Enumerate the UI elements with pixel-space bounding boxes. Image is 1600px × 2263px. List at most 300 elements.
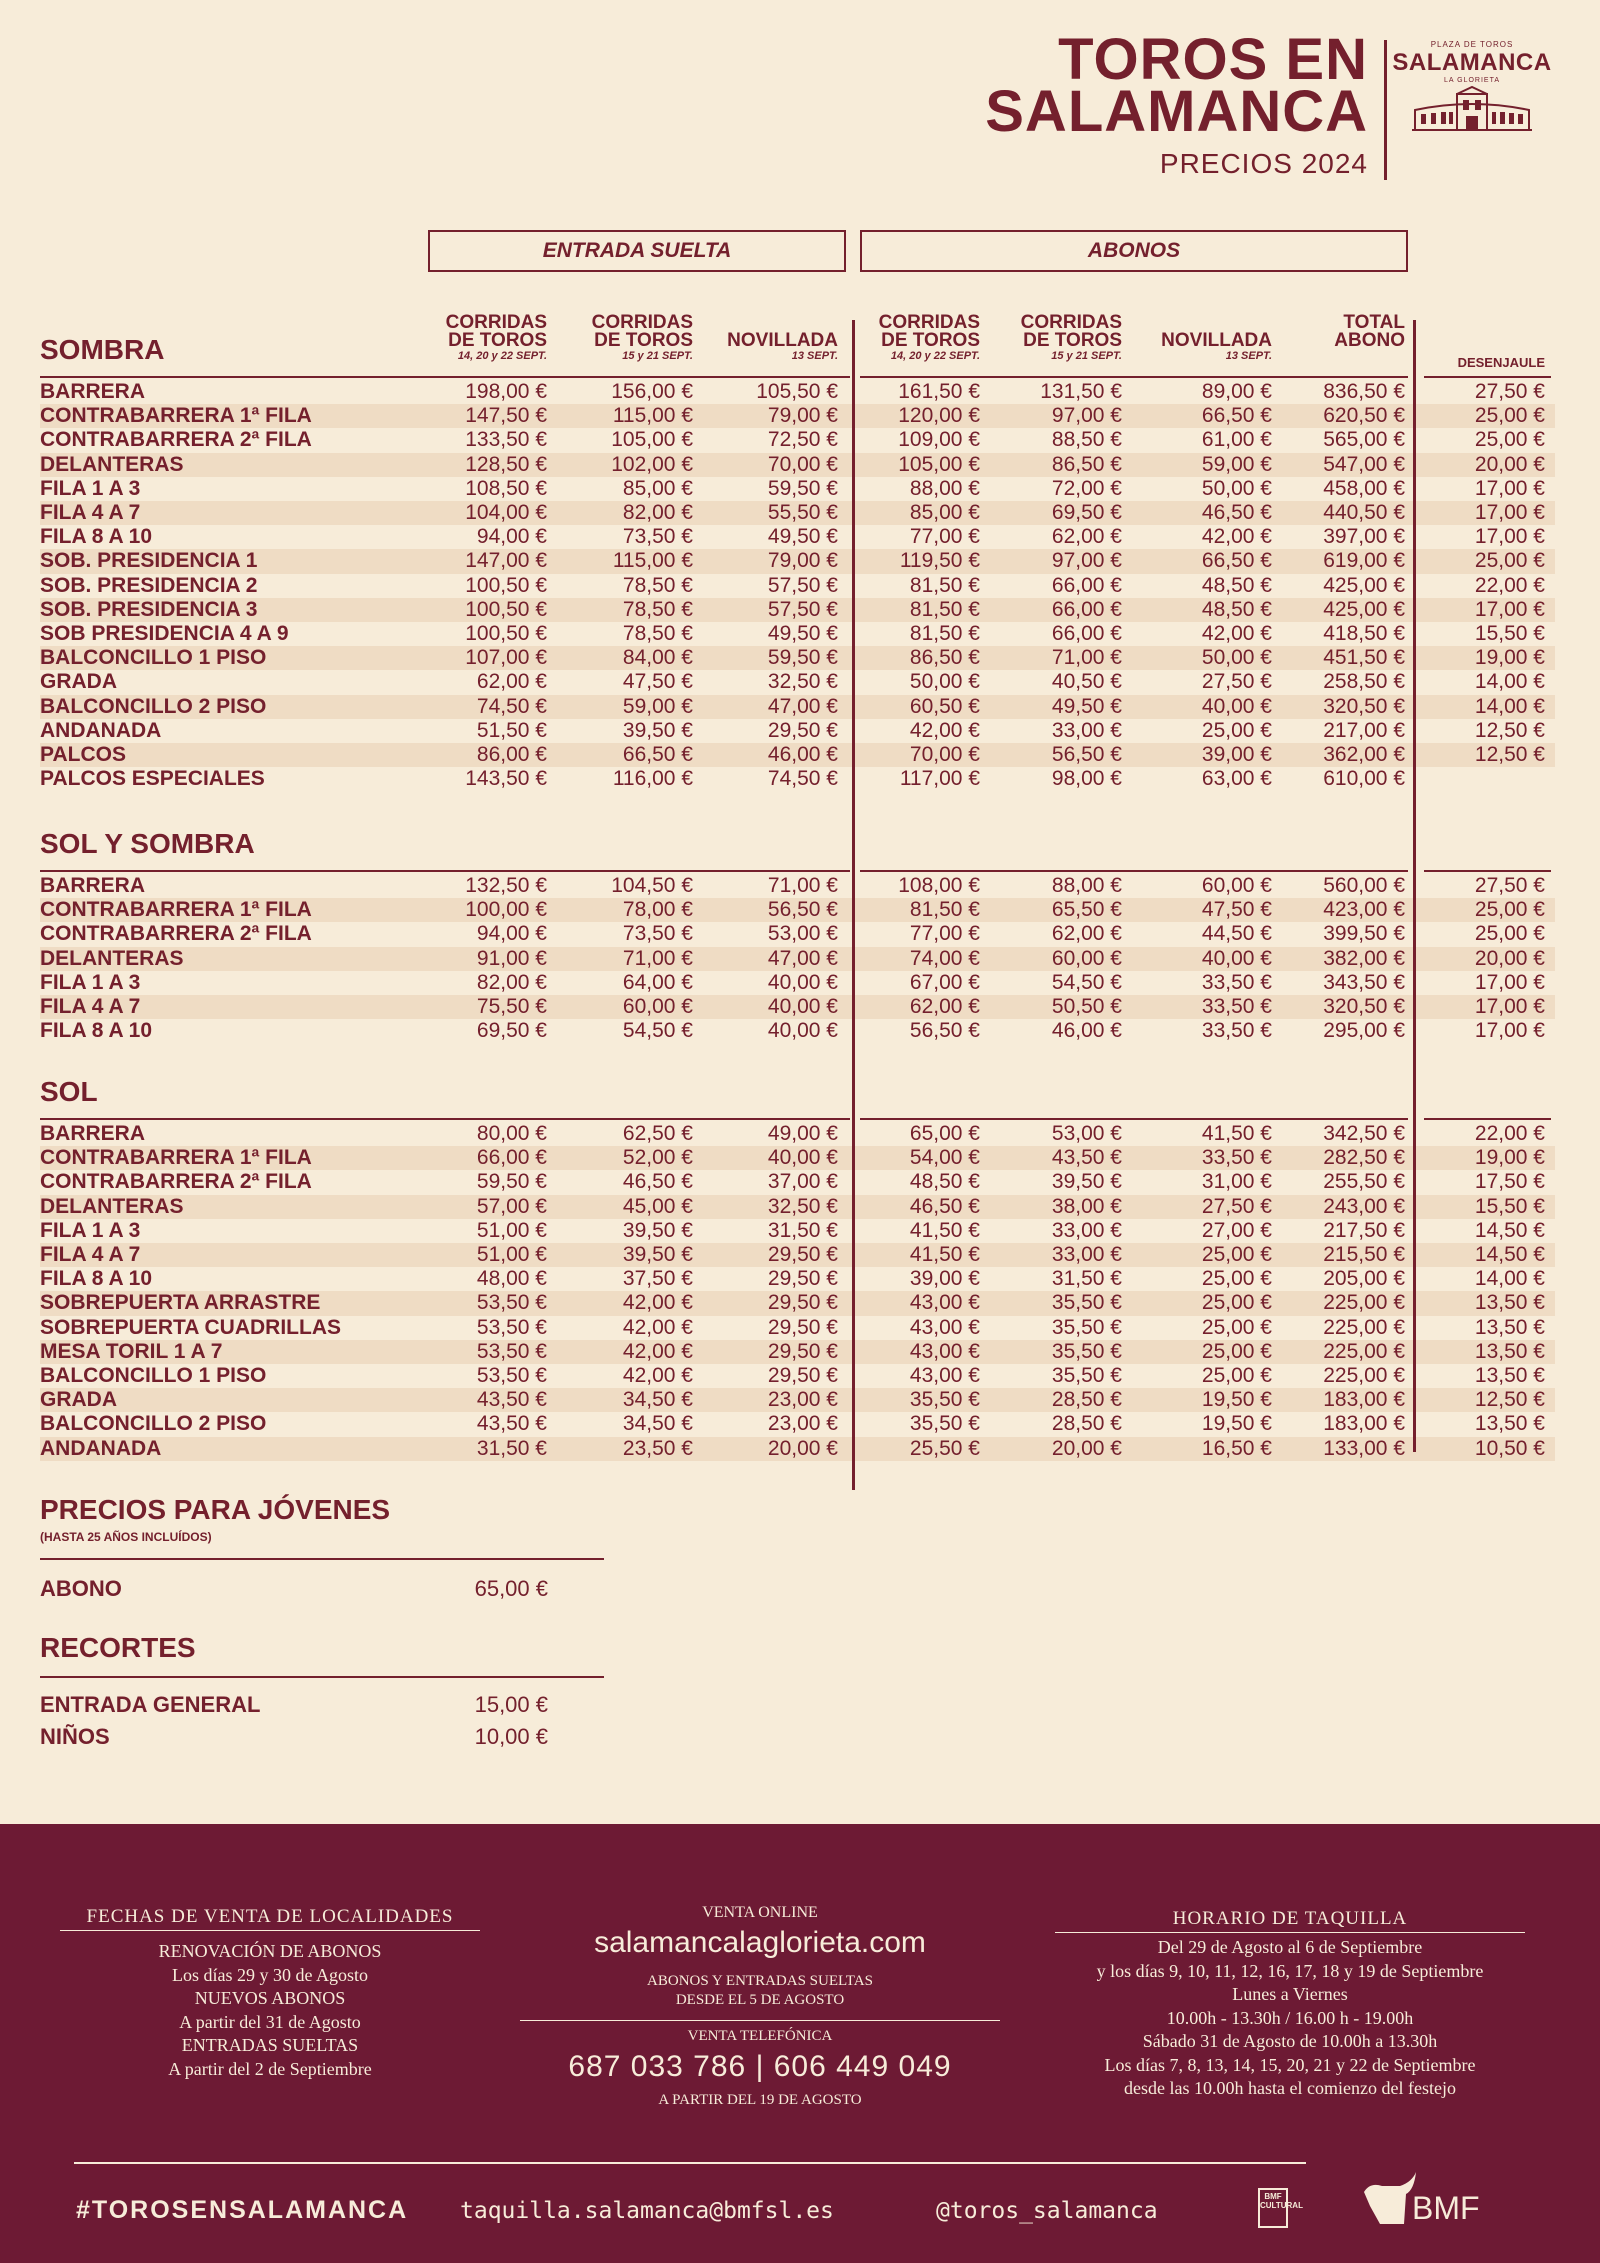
table-row [40, 598, 1555, 622]
section-rule [1424, 1118, 1551, 1120]
column-header-dates: 14, 20 y 22 SEPT. [457, 350, 547, 362]
price-cell: 183,00 € [1323, 1412, 1405, 1436]
price-cell: 46,00 € [1051, 1019, 1122, 1043]
row-label: FILA 8 A 10 [40, 1019, 153, 1043]
section-rule [860, 1118, 1408, 1120]
price-cell: 20,00 € [1474, 452, 1545, 476]
table-row [40, 1412, 1555, 1436]
row-label: BALCONCILLO 2 PISO [40, 1412, 267, 1436]
table-row [40, 743, 1555, 767]
price-cell: 31,50 € [476, 1436, 547, 1460]
price-cell: 17,50 € [1474, 1170, 1545, 1194]
column-header-dates: 13 SEPT. [791, 350, 838, 362]
price-cell: 397,00 € [1323, 525, 1405, 549]
website-link[interactable]: salamancalaglorieta.com [594, 1926, 926, 1959]
table-row [40, 501, 1555, 525]
price-cell: 619,00 € [1323, 549, 1405, 573]
price-cell: 35,50 € [1051, 1315, 1122, 1339]
price-cell: 610,00 € [1323, 767, 1405, 791]
price-cell: 35,50 € [1051, 1291, 1122, 1315]
hours-line: Del 29 de Agosto al 6 de Septiembre [1157, 1937, 1423, 1957]
price-cell: 65,00 € [909, 1122, 980, 1145]
price-cell: 40,00 € [1201, 946, 1272, 970]
phone-numbers [520, 2050, 1000, 2084]
price-cell: 49,50 € [767, 525, 838, 549]
price-cell: 51,50 € [476, 718, 547, 742]
price-cell: 29,50 € [767, 718, 838, 742]
row-label: DELANTERAS [40, 452, 184, 476]
phone-number-2[interactable]: 606 449 049 [773, 2050, 952, 2083]
price-cell: 565,00 € [1323, 428, 1405, 452]
price-cell: 66,00 € [476, 1146, 547, 1170]
price-cell: 33,50 € [1201, 970, 1272, 994]
row-label: SOB. PRESIDENCIA 2 [40, 573, 258, 597]
price-cell: 43,50 € [1051, 1146, 1122, 1170]
price-cell: 37,00 € [767, 1170, 838, 1194]
price-cell: 64,00 € [622, 970, 693, 994]
section-title: SOMBRA [40, 334, 165, 365]
table-row [40, 1122, 1555, 1146]
price-cell: 53,50 € [476, 1364, 547, 1387]
group-entrada-suelta: ENTRADA SUELTA [428, 230, 846, 272]
hours-info [1010, 1936, 1570, 2101]
table-row [40, 1019, 1555, 1043]
price-cell: 120,00 € [898, 404, 980, 428]
price-cell: 49,50 € [767, 622, 838, 645]
recortes-rule [40, 1676, 604, 1678]
price-cell: 35,50 € [1051, 1339, 1122, 1363]
row-label: FILA 1 A 3 [40, 970, 141, 994]
row-label: FILA 1 A 3 [40, 476, 141, 500]
price-cell: 48,00 € [476, 1267, 547, 1291]
price-cell: 225,00 € [1323, 1291, 1405, 1315]
price-cell: 42,00 € [622, 1339, 693, 1363]
price-cell: 100,50 € [465, 573, 547, 597]
price-cell: 40,00 € [767, 970, 838, 994]
price-cell: 60,00 € [622, 995, 693, 1018]
table-row [40, 719, 1555, 743]
price-cell: 418,50 € [1323, 622, 1405, 645]
phone-number-1[interactable]: 687 033 786 [568, 2050, 747, 2083]
price-cell: 50,00 € [909, 670, 980, 694]
price-cell: 423,00 € [1323, 898, 1405, 922]
logo-name: SALAMANCA [1392, 49, 1552, 76]
price-cell: 27,00 € [1201, 1218, 1272, 1242]
price-cell: 78,50 € [622, 622, 693, 645]
price-cell: 100,00 € [465, 898, 547, 922]
price-cell: 54,50 € [1051, 970, 1122, 994]
price-cell: 31,50 € [1051, 1267, 1122, 1291]
price-cell: 78,00 € [622, 898, 693, 922]
price-cell: 40,00 € [767, 995, 838, 1018]
social-handle[interactable]: @toros_salamanca [936, 2198, 1158, 2224]
row-label: CONTRABARRERA 1ª FILA [40, 1146, 312, 1170]
price-cell: 440,50 € [1323, 501, 1405, 524]
price-cell: 47,00 € [767, 946, 838, 970]
price-cell: 17,00 € [1474, 476, 1545, 500]
row-label: BALCONCILLO 1 PISO [40, 1364, 267, 1387]
price-cell: 42,00 € [622, 1315, 693, 1339]
phone-note: A PARTIR DEL 19 DE AGOSTO [658, 2092, 862, 2108]
column-header-line2: DE TOROS [594, 330, 693, 351]
price-cell: 104,50 € [611, 874, 693, 897]
column-header-dates: 14, 20 y 22 SEPT. [890, 350, 980, 362]
price-cell: 73,50 € [622, 525, 693, 549]
price-cell: 81,50 € [909, 898, 980, 922]
price-cell: 66,00 € [1051, 573, 1122, 597]
column-header [1375, 336, 1545, 372]
price-cell: 48,50 € [909, 1170, 980, 1194]
price-cell: 49,00 € [767, 1122, 838, 1145]
price-cell: 43,50 € [476, 1412, 547, 1436]
price-cell: 48,50 € [1201, 573, 1272, 597]
row-label: BARRERA [40, 1122, 145, 1145]
price-cell: 39,50 € [1051, 1170, 1122, 1194]
header-divider [1384, 40, 1387, 180]
price-cell: 205,00 € [1323, 1267, 1405, 1291]
price-cell: 108,50 € [465, 476, 547, 500]
price-cell: 59,50 € [767, 646, 838, 670]
price-cell: 67,00 € [909, 970, 980, 994]
row-label: BARRERA [40, 380, 145, 403]
hours-line: Los días 7, 8, 13, 14, 15, 20, 21 y 22 de Septiembre [1104, 2054, 1476, 2075]
price-cell: 116,00 € [612, 767, 693, 791]
table-row [40, 380, 1555, 404]
price-cell: 70,00 € [909, 743, 980, 766]
price-cell: 94,00 € [476, 922, 547, 946]
price-cell: 71,00 € [767, 874, 838, 897]
price-cell: 13,50 € [1474, 1291, 1545, 1315]
price-cell: 28,50 € [1051, 1388, 1122, 1412]
price-cell: 28,50 € [1051, 1412, 1122, 1436]
price-cell: 836,50 € [1323, 380, 1405, 403]
price-cell: 225,00 € [1323, 1339, 1405, 1363]
price-cell: 25,00 € [1201, 1339, 1272, 1363]
footer [0, 1824, 1600, 2263]
sales-title: FECHAS DE VENTA DE LOCALIDADES [86, 1906, 454, 1927]
price-cell: 225,00 € [1323, 1315, 1405, 1339]
price-cell: 132,50 € [465, 874, 547, 897]
column-header-line1: CORRIDAS [445, 312, 547, 333]
price-cell: 25,00 € [1201, 1267, 1272, 1291]
price-cell: 57,50 € [767, 573, 838, 597]
column-header-dates: 15 y 21 SEPT. [622, 350, 693, 362]
price-cell: 81,50 € [909, 597, 980, 621]
page-title [985, 27, 1368, 144]
price-cell: 133,50 € [465, 428, 547, 452]
bmf-logo-text: BMF [1412, 2190, 1480, 2226]
price-cell: 75,50 € [476, 995, 547, 1018]
price-cell: 48,50 € [1201, 597, 1272, 621]
price-cell: 42,00 € [1201, 622, 1272, 645]
table-row [40, 525, 1555, 549]
price-cell: 320,50 € [1323, 995, 1405, 1018]
table-row [40, 1267, 1555, 1291]
price-cell: 97,00 € [1051, 404, 1122, 428]
price-cell: 43,00 € [909, 1339, 980, 1363]
table-row [40, 453, 1555, 477]
table-row [40, 1388, 1555, 1412]
title-line-1: TOROS EN [1058, 27, 1368, 92]
section-rule [1424, 870, 1551, 872]
price-cell: 53,00 € [1051, 1122, 1122, 1145]
column-header-line1: CORRIDAS [1020, 312, 1122, 333]
price-cell: 51,00 € [476, 1218, 547, 1242]
row-label: SOB PRESIDENCIA 4 A 9 [40, 622, 289, 645]
price-cell: 49,50 € [1051, 694, 1122, 718]
price-cell: 51,00 € [476, 1243, 547, 1266]
price-cell: 33,00 € [1051, 1243, 1122, 1266]
price-cell: 97,00 € [1051, 549, 1122, 573]
price-cell: 198,00 € [465, 380, 547, 403]
price-cell: 27,50 € [1201, 1194, 1272, 1218]
price-cell: 27,50 € [1474, 380, 1545, 403]
price-cell: 33,50 € [1201, 995, 1272, 1018]
price-cell: 62,00 € [909, 995, 980, 1018]
price-cell: 70,00 € [767, 452, 838, 476]
price-cell: 40,50 € [1051, 670, 1122, 694]
price-cell: 47,50 € [622, 670, 693, 694]
price-cell: 22,00 € [1474, 573, 1545, 597]
hours-line: desde las 10.00h hasta el comienzo del festejo [1124, 2078, 1456, 2098]
price-cell: 282,50 € [1323, 1146, 1405, 1170]
price-cell: 25,00 € [1201, 1291, 1272, 1315]
hashtag[interactable]: #TOROSENSALAMANCA [76, 2196, 409, 2224]
section-rule [40, 376, 850, 378]
price-cell: 39,00 € [909, 1267, 980, 1291]
price-cell: 77,00 € [909, 922, 980, 946]
price-cell: 53,00 € [767, 922, 838, 946]
price-cell: 94,00 € [476, 525, 547, 549]
bottom-rule [74, 2162, 1306, 2164]
separator-single-season [852, 320, 855, 1490]
price-cell: 29,50 € [767, 1364, 838, 1387]
phone-separator: | [755, 2050, 765, 2083]
recortes-label-2: NIÑOS [40, 1724, 110, 1749]
price-cell: 82,00 € [476, 970, 547, 994]
price-cell: 215,50 € [1323, 1243, 1405, 1266]
price-cell: 85,00 € [909, 501, 980, 524]
price-cell: 35,50 € [909, 1388, 980, 1412]
price-cell: 43,50 € [476, 1388, 547, 1412]
price-cell: 42,00 € [622, 1364, 693, 1387]
price-cell: 23,00 € [767, 1388, 838, 1412]
price-cell: 17,00 € [1474, 1019, 1545, 1043]
price-cell: 100,50 € [465, 597, 547, 621]
price-cell: 25,00 € [1201, 718, 1272, 742]
column-header-line1: CORRIDAS [878, 312, 980, 333]
price-cell: 33,00 € [1051, 1218, 1122, 1242]
price-cell: 72,00 € [1051, 476, 1122, 500]
price-cell: 34,50 € [622, 1412, 693, 1436]
price-cell: 17,00 € [1474, 501, 1545, 524]
price-cell: 89,00 € [1201, 380, 1272, 403]
sales-line: Los días 29 y 30 de Agosto [172, 1964, 368, 1985]
row-label: MESA TORIL 1 A 7 [40, 1339, 223, 1363]
column-header-line2: DE TOROS [881, 330, 980, 351]
price-cell: 60,50 € [909, 694, 980, 718]
table-row [40, 922, 1555, 946]
section-rule [40, 870, 850, 872]
table-row [40, 574, 1555, 598]
price-cell: 14,00 € [1474, 694, 1545, 718]
online-label: VENTA ONLINE [702, 1904, 818, 1921]
price-cell: 56,50 € [909, 1019, 980, 1043]
row-label: PALCOS [40, 743, 126, 766]
table-row [40, 428, 1555, 452]
hours-title: HORARIO DE TAQUILLA [1172, 1908, 1408, 1929]
section-title: SOL Y SOMBRA [40, 828, 255, 859]
column-header [952, 314, 1122, 362]
row-label: SOBREPUERTA ARRASTRE [40, 1291, 321, 1315]
youth-rule [40, 1558, 604, 1560]
price-cell: 56,50 € [1051, 743, 1122, 766]
table-row [40, 404, 1555, 428]
price-cell: 86,50 € [1051, 452, 1122, 476]
price-cell: 40,00 € [1201, 694, 1272, 718]
section-rule [1424, 376, 1551, 378]
price-cell: 258,50 € [1323, 670, 1405, 694]
price-cell: 53,50 € [476, 1339, 547, 1363]
sales-info [60, 1940, 480, 2081]
price-cell: 105,00 € [898, 452, 980, 476]
price-cell: 39,50 € [622, 718, 693, 742]
price-cell: 25,00 € [1201, 1243, 1272, 1266]
table-row [40, 1364, 1555, 1388]
sales-rule [60, 1930, 480, 1931]
recortes-price-2: 10,00 € [474, 1724, 548, 1749]
bullring-icon [1407, 84, 1537, 134]
separator-desenjaule [1413, 320, 1416, 1452]
price-cell: 62,00 € [1051, 525, 1122, 549]
price-cell: 45,00 € [622, 1194, 693, 1218]
price-cell: 57,50 € [767, 597, 838, 621]
price-cell: 17,00 € [1474, 525, 1545, 549]
hours-line: Sábado 31 de Agosto de 10.00h a 13.30h [1142, 2031, 1438, 2051]
column-header-line2: NOVILLADA [1161, 330, 1272, 351]
price-cell: 19,00 € [1474, 646, 1545, 670]
price-cell: 37,50 € [622, 1267, 693, 1291]
table-row [40, 1340, 1555, 1364]
price-cell: 59,00 € [1201, 452, 1272, 476]
price-cell: 143,50 € [465, 767, 547, 791]
bmf-cultural-logo: BMF CULTURAL [1258, 2188, 1288, 2228]
price-cell: 62,00 € [1051, 922, 1122, 946]
price-cell: 50,00 € [1201, 646, 1272, 670]
price-cell: 342,50 € [1323, 1122, 1405, 1145]
price-cell: 86,00 € [476, 743, 547, 766]
price-cell: 183,00 € [1323, 1388, 1405, 1412]
section-title: SOL [40, 1076, 98, 1107]
price-cell: 59,50 € [476, 1170, 547, 1194]
price-cell: 71,00 € [622, 946, 693, 970]
row-label: FILA 1 A 3 [40, 1218, 141, 1242]
price-cell: 42,00 € [1201, 525, 1272, 549]
price-cell: 79,00 € [767, 549, 838, 573]
column-header-line2: DESENJAULE [1457, 355, 1545, 370]
price-cell: 25,00 € [1474, 549, 1545, 573]
price-cell: 115,00 € [612, 549, 693, 573]
price-cell: 53,50 € [476, 1291, 547, 1315]
price-cell: 13,50 € [1474, 1315, 1545, 1339]
row-label: ANDANADA [40, 718, 162, 742]
price-cell: 40,00 € [767, 1019, 838, 1043]
table-row [40, 1219, 1555, 1243]
price-cell: 63,00 € [1201, 767, 1272, 791]
price-cell: 23,00 € [767, 1412, 838, 1436]
price-cell: 32,50 € [767, 670, 838, 694]
price-cell: 12,50 € [1474, 1388, 1545, 1412]
price-cell: 73,50 € [622, 922, 693, 946]
price-cell: 14,00 € [1474, 1267, 1545, 1291]
row-label: CONTRABARRERA 2ª FILA [40, 922, 312, 946]
price-cell: 59,50 € [767, 476, 838, 500]
price-cell: 88,00 € [1051, 874, 1122, 897]
price-cell: 13,50 € [1474, 1339, 1545, 1363]
price-cell: 105,00 € [611, 428, 693, 452]
sales-line: A partir del 2 de Septiembre [168, 2058, 372, 2079]
online-rule [520, 2020, 1000, 2021]
column-header-line1 [1375, 336, 1545, 354]
row-label: DELANTERAS [40, 1194, 184, 1218]
email-link[interactable]: taquilla.salamanca@bmfsl.es [460, 2198, 834, 2224]
price-cell: 425,00 € [1323, 573, 1405, 597]
price-cell: 56,50 € [767, 898, 838, 922]
price-cell: 147,00 € [465, 549, 547, 573]
table-row [40, 549, 1555, 573]
price-cell: 25,50 € [909, 1436, 980, 1460]
price-cell: 10,50 € [1474, 1436, 1545, 1460]
price-cell: 458,00 € [1323, 476, 1405, 500]
price-cell: 128,50 € [465, 452, 547, 476]
table-row [40, 1316, 1555, 1340]
sales-line: NUEVOS ABONOS [194, 1988, 346, 2008]
price-cell: 17,00 € [1474, 597, 1545, 621]
table-row [40, 670, 1555, 694]
price-cell: 29,50 € [767, 1243, 838, 1266]
table-row [40, 898, 1555, 922]
table-row [40, 1291, 1555, 1315]
price-cell: 102,00 € [611, 452, 693, 476]
youth-note: (HASTA 25 AÑOS INCLUÍDOS) [40, 1530, 212, 1544]
price-cell: 25,00 € [1474, 922, 1545, 946]
price-cell: 29,50 € [767, 1267, 838, 1291]
price-cell: 32,50 € [767, 1194, 838, 1218]
youth-abono-label: ABONO [40, 1576, 122, 1601]
price-cell: 79,00 € [767, 404, 838, 428]
row-label: CONTRABARRERA 1ª FILA [40, 898, 312, 922]
price-cell: 14,00 € [1474, 670, 1545, 694]
price-cell: 20,00 € [767, 1436, 838, 1460]
price-cell: 43,00 € [909, 1315, 980, 1339]
sales-line: ENTRADAS SUELTAS [181, 2035, 359, 2055]
price-cell: 39,50 € [622, 1218, 693, 1242]
price-cell: 54,50 € [622, 1019, 693, 1043]
price-cell: 22,00 € [1474, 1122, 1545, 1145]
price-cell: 78,50 € [622, 597, 693, 621]
price-cell: 255,50 € [1323, 1170, 1405, 1194]
price-cell: 243,00 € [1323, 1194, 1405, 1218]
price-cell: 41,50 € [909, 1218, 980, 1242]
price-cell: 66,50 € [1201, 549, 1272, 573]
price-cell: 100,50 € [465, 622, 547, 645]
price-cell: 25,00 € [1201, 1364, 1272, 1387]
price-cell: 19,50 € [1201, 1388, 1272, 1412]
price-cell: 52,00 € [622, 1146, 693, 1170]
online-note-line: DESDE EL 5 DE AGOSTO [675, 1992, 845, 2008]
bmf-logo [1360, 2160, 1500, 2236]
phone-label: VENTA TELEFÓNICA [687, 2028, 833, 2044]
